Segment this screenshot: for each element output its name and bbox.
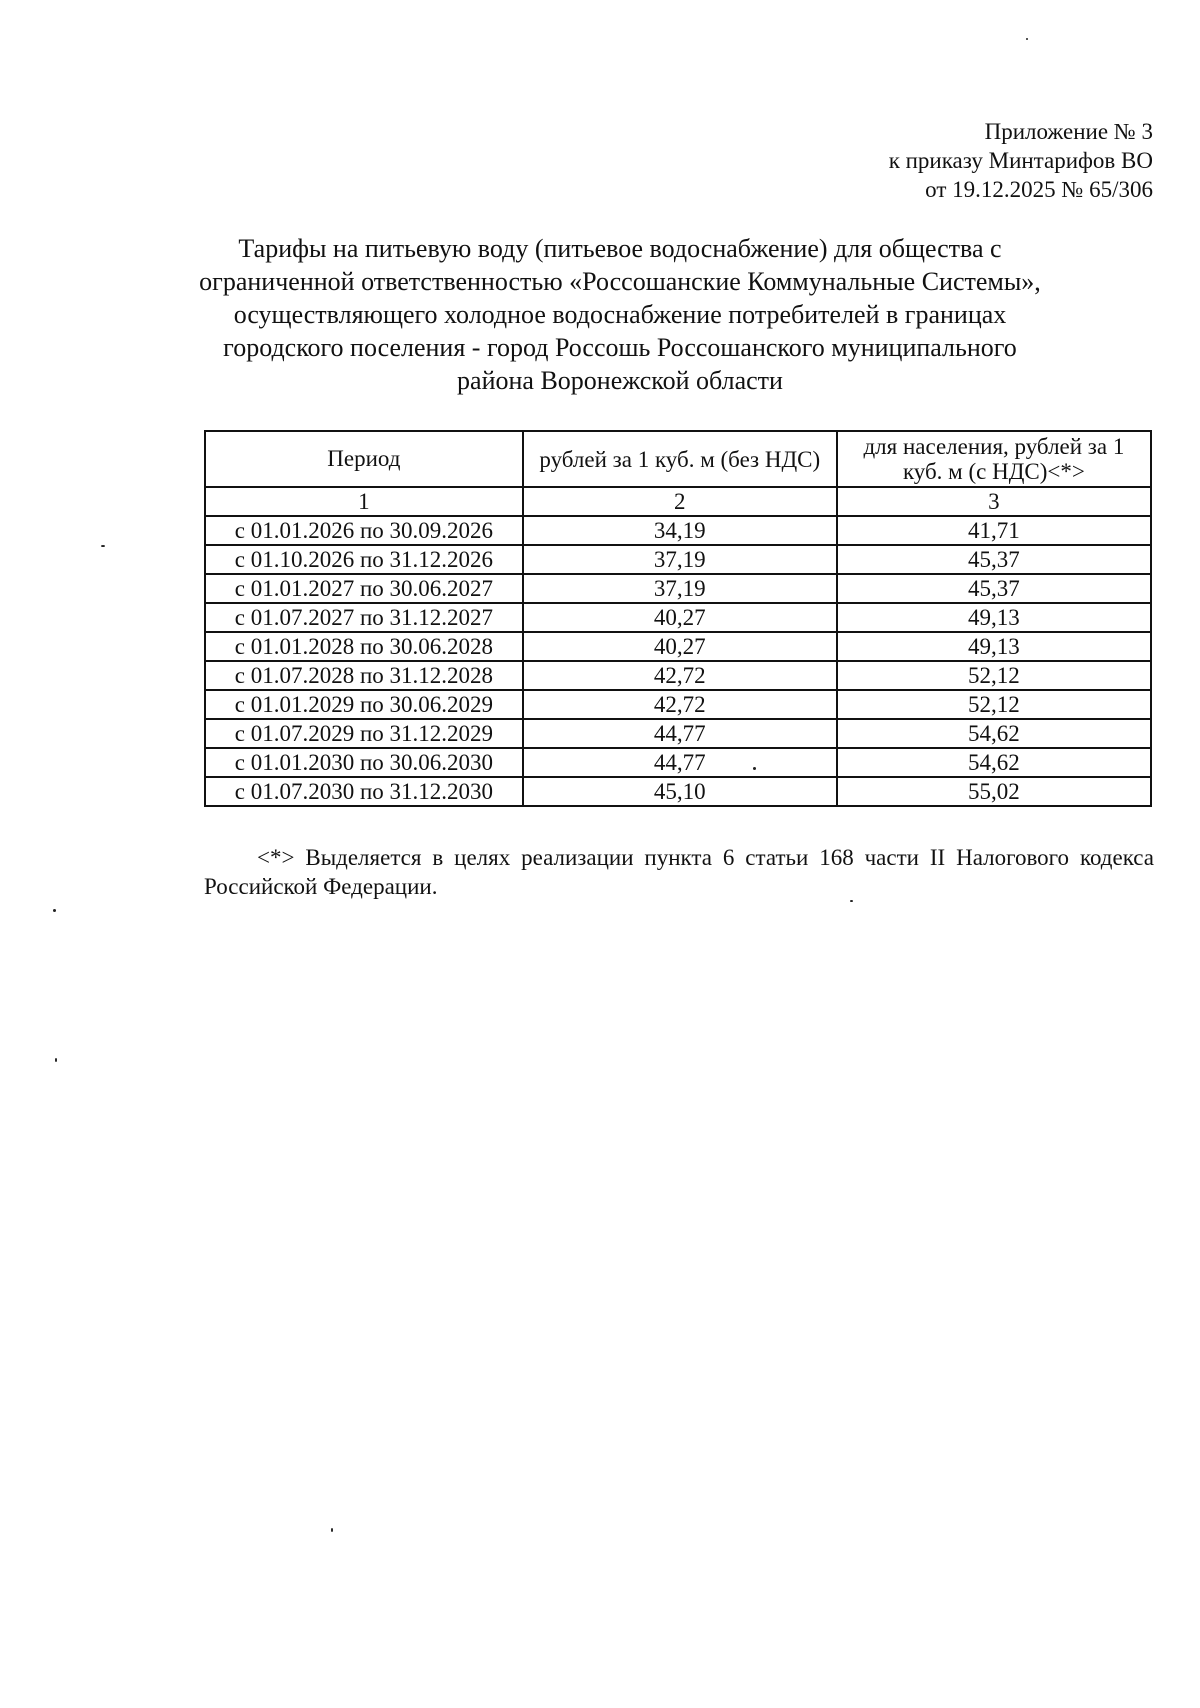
header-price-with-vat: для населения, рублей за 1 куб. м (с НДС)<*>: [837, 431, 1151, 487]
annex-date: от 19.12.2025 № 65/306: [925, 177, 1153, 202]
scan-speck: [753, 767, 756, 770]
table-header-row: [205, 431, 1151, 487]
period-cell: с 01.01.2030 по 30.06.2030: [205, 748, 523, 777]
price-no-vat-cell: 34,19: [523, 516, 837, 545]
price-with-vat-cell: 45,37: [837, 574, 1151, 603]
scan-speck: [55, 1058, 57, 1062]
table-row: [205, 632, 1151, 661]
price-no-vat-cell: 37,19: [523, 545, 837, 574]
period-cell: с 01.07.2027 по 31.12.2027: [205, 603, 523, 632]
scan-speck: [850, 900, 853, 902]
period-cell: с 01.01.2028 по 30.06.2028: [205, 632, 523, 661]
price-with-vat-cell: 49,13: [837, 603, 1151, 632]
annex-order: к приказу Минтарифов ВО: [888, 148, 1153, 173]
column-number-row: [205, 487, 1151, 516]
table-row: [205, 777, 1151, 806]
title-line: осуществляющего холодное водоснабжение потребителей в границах: [233, 300, 1007, 329]
price-with-vat-cell: 52,12: [837, 661, 1151, 690]
table-row: [205, 574, 1151, 603]
period-cell: с 01.01.2027 по 30.06.2027: [205, 574, 523, 603]
tariff-table: [204, 430, 1152, 807]
document-title: [175, 232, 1065, 397]
column-number: 1: [205, 487, 523, 516]
title-line: ограниченной ответственностью «Россошанские Коммунальные Системы»,: [199, 267, 1041, 296]
table-row: [205, 661, 1151, 690]
price-no-vat-cell: 45,10: [523, 777, 837, 806]
period-cell: с 01.10.2026 по 31.12.2026: [205, 545, 523, 574]
period-cell: с 01.07.2030 по 31.12.2030: [205, 777, 523, 806]
period-cell: с 01.01.2026 по 30.09.2026: [205, 516, 523, 545]
price-with-vat-cell: 55,02: [837, 777, 1151, 806]
price-with-vat-cell: 54,62: [837, 748, 1151, 777]
column-number: 2: [523, 487, 837, 516]
scan-speck: [53, 909, 56, 912]
annex-reference: [889, 117, 1153, 204]
footnote: <*> Выделяется в целях реализации пункта 6 статьи 168 части II Налогового кодекса Российской Федерации.: [204, 845, 1154, 899]
period-cell: с 01.07.2028 по 31.12.2028: [205, 661, 523, 690]
price-with-vat-cell: 45,37: [837, 545, 1151, 574]
table-row: [205, 690, 1151, 719]
annex-number: Приложение № 3: [984, 119, 1153, 144]
table-row: [205, 719, 1151, 748]
table-row: [205, 545, 1151, 574]
column-number: 3: [837, 487, 1151, 516]
scan-speck: [1026, 38, 1028, 40]
price-no-vat-cell: 37,19: [523, 574, 837, 603]
period-cell: с 01.07.2029 по 31.12.2029: [205, 719, 523, 748]
period-cell: с 01.01.2029 по 30.06.2029: [205, 690, 523, 719]
price-no-vat-cell: 44,77: [523, 719, 837, 748]
table-row: [205, 748, 1151, 777]
title-line: городского поселения - город Россошь Россошанского муниципального: [223, 333, 1017, 362]
title-line: Тарифы на питьевую воду (питьевое водоснабжение) для общества с: [238, 234, 1002, 263]
title-line: района Воронежской области: [457, 366, 783, 395]
price-no-vat-cell: 42,72: [523, 690, 837, 719]
price-no-vat-cell: 42,72: [523, 661, 837, 690]
scan-speck: [101, 545, 105, 547]
price-with-vat-cell: 54,62: [837, 719, 1151, 748]
table-row: [205, 516, 1151, 545]
price-with-vat-cell: 49,13: [837, 632, 1151, 661]
price-no-vat-cell: 40,27: [523, 632, 837, 661]
table-row: [205, 603, 1151, 632]
price-with-vat-cell: 41,71: [837, 516, 1151, 545]
price-with-vat-cell: 52,12: [837, 690, 1151, 719]
header-price-no-vat: рублей за 1 куб. м (без НДС): [523, 431, 837, 487]
price-no-vat-cell: 40,27: [523, 603, 837, 632]
header-period: Период: [205, 431, 523, 487]
scan-speck: [331, 1528, 333, 1532]
price-no-vat-cell: 44,77: [523, 748, 837, 777]
